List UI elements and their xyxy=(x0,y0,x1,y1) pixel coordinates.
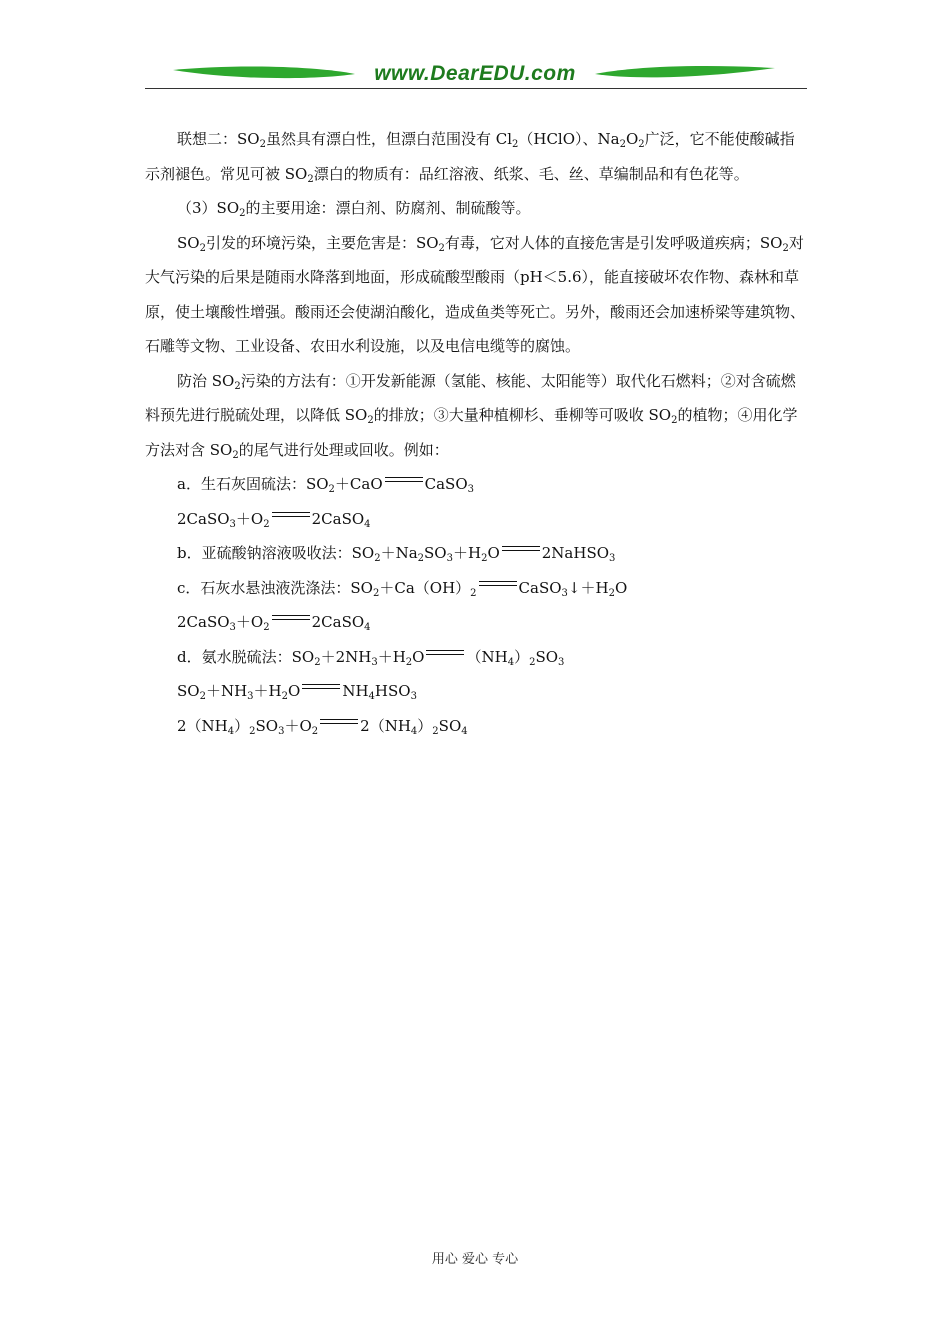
paragraph-prevention: 防治 $SO_2$污染的方法有：①开发新能源（氢能、核能、太阳能等）取代化石燃料；②对含硫燃料预先进行脱硫处理，以降低 $SO_2$的排放；③大量种植柳杉、垂柳等可吸收 $SO_2$的植物；④用化学方法对含 $SO_2$的尾气进行处理或回收。例如： xyxy=(145,371,798,461)
equation-d2: $SO_2+NH_3+H_2O$ $NH_4HSO_3$ xyxy=(177,682,417,702)
equals-sign xyxy=(383,476,425,486)
equation-b1: b．亚硫酸钠溶液吸收法：$SO_2+Na_2SO_3+H_2O$ 2NaHSO$_3$ xyxy=(177,544,616,564)
equation-c2: $2CaSO_3+O_2$ 2CaSO$_4$ xyxy=(177,613,371,633)
equation-a1: a．生石灰固硫法：$SO_2+CaO$ CaSO$_3$ xyxy=(177,475,474,495)
document-body xyxy=(145,122,807,743)
equation-c1: c．石灰水悬浊液洗涤法：$SO_2+Ca(OH)_2$ $CaSO_3↓+H_2O$ xyxy=(177,578,628,599)
equals-sign xyxy=(270,511,312,521)
equals-sign xyxy=(270,614,312,624)
paragraph-uses: $(3)SO_2$的主要用途：漂白剂、防腐剂、制硫酸等。 xyxy=(177,199,531,219)
equals-sign xyxy=(318,718,360,728)
equation-d1: d．氨水脱硫法：$SO_2+2NH_3+H_2O$ $(NH_4)_2SO_3$ xyxy=(177,647,565,668)
equals-sign xyxy=(424,649,466,659)
site-url: www.DearEDU.com xyxy=(374,62,576,85)
equals-sign xyxy=(300,683,342,693)
page-header xyxy=(145,62,807,90)
equals-sign xyxy=(500,545,542,555)
page-footer: 用心 爱心 专心 xyxy=(431,1252,519,1267)
header-rule xyxy=(145,88,807,89)
equation-a2: $2CaSO_3+O_2$ 2CaSO$_4$ xyxy=(177,509,371,530)
equals-sign xyxy=(477,580,519,590)
equation-d3: $2(NH_4)_2SO_3+O_2$ $2(NH_4)_2SO_4$ xyxy=(177,716,468,737)
paragraph-association-two: 联想二：$SO_2$虽然具有漂白性，但漂白范围没有 $Cl_2(HClO)$、$Na_2O_2$广泛，它不能使酸碱指示剂褪色。常见可被 $SO_2$漂白的物质有：品红溶液、纸浆、毛、丝、草编制品和有色花等。 xyxy=(145,130,795,185)
paragraph-pollution: $SO_2$引发的环境污染，主要危害是：$SO_2$有毒，它对人体的直接危害是引发呼吸道疾病；$SO_2$对大气污染的后果是随雨水降落到地面，形成硫酸型酸雨（pH＜5.6），能直接破坏农作物、森林和草原，使土壤酸性增强。酸雨还会使湖泊酸化，造成鱼类等死亡。另外，酸雨还会加速桥梁等建筑物、石雕等文物、工业设备、农田水利设施，以及电信电缆等的腐蚀。 xyxy=(145,233,806,355)
